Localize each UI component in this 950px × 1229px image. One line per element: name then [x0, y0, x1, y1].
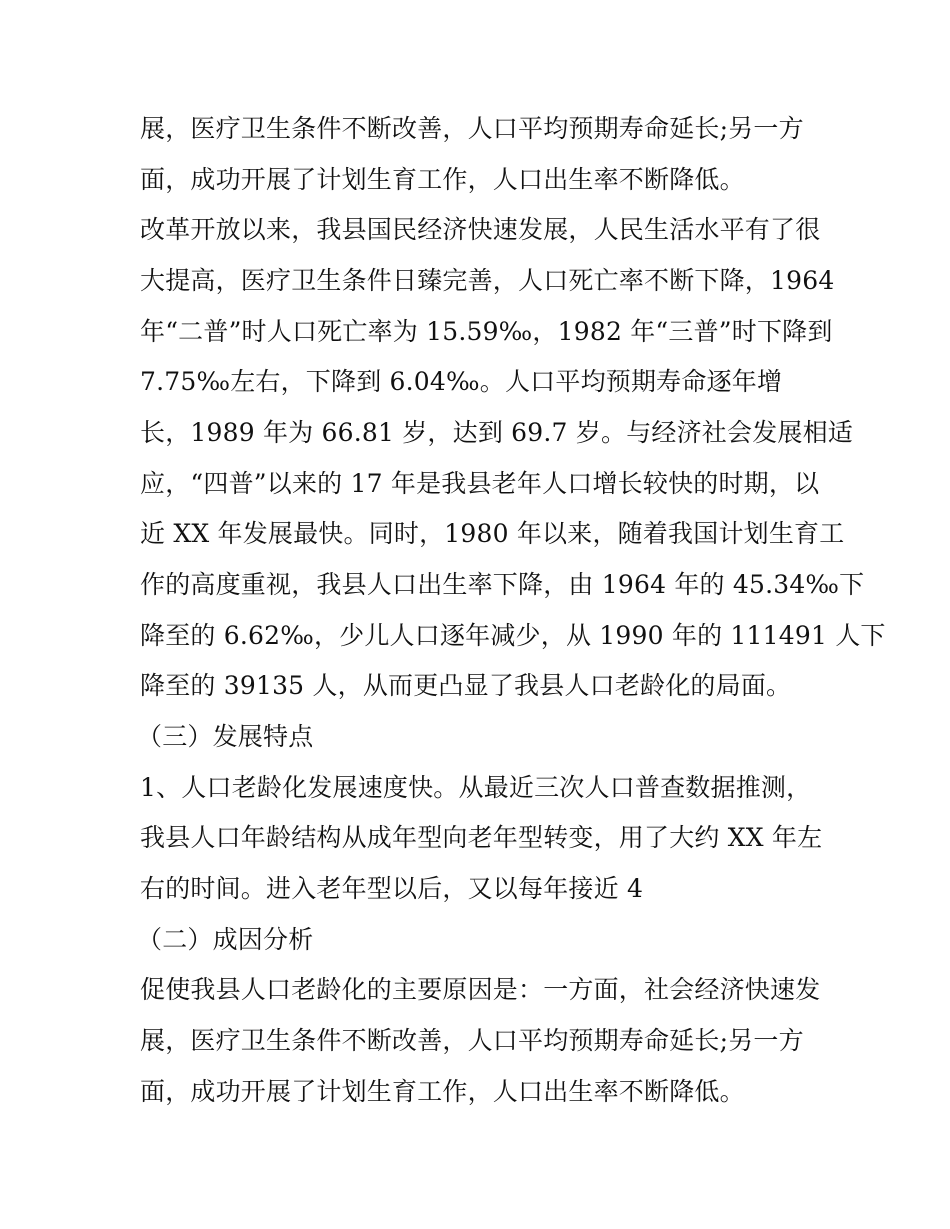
text-line: 促使我县人口老龄化的主要原因是：一方面，社会经济快速发 — [140, 975, 821, 1004]
text-line: 展，医疗卫生条件不断改善，人口平均预期寿命延长;另一方 — [140, 114, 804, 143]
text-line: 近 XX 年发展最快。同时，1980 年以来，随着我国计划生育工 — [140, 519, 845, 548]
text-line: 面，成功开展了计划生育工作，人口出生率不断降低。 — [140, 1077, 745, 1106]
text-line: 我县人口年龄结构从成年型向老年型转变，用了大约 XX 年左 — [140, 823, 823, 852]
text-line: 降至的 6.62‰，少儿人口逐年减少，从 1990 年的 111491 人下 — [140, 621, 886, 650]
text-line: 展，医疗卫生条件不断改善，人口平均预期寿命延长;另一方 — [140, 1026, 804, 1055]
text-line: 年“二普”时人口死亡率为 15.59‰，1982 年“三普”时下降到 — [140, 317, 833, 346]
text-line: 7.75‰左右，下降到 6.04‰。人口平均预期寿命逐年增 — [140, 367, 783, 396]
text-line: 作的高度重视，我县人口出生率下降，由 1964 年的 45.34‰下 — [140, 570, 865, 599]
text-line: 右的时间。进入老年型以后，又以每年接近 4 — [140, 874, 644, 903]
text-line: 改革开放以来，我县国民经济快速发展，人民生活水平有了很 — [140, 215, 821, 244]
text-line: 应，“四普”以来的 17 年是我县老年人口增长较快的时期，以 — [140, 469, 820, 498]
section-heading: （二）成因分析 — [137, 925, 314, 954]
section-heading: （三）发展特点 — [137, 722, 314, 751]
text-line: 长，1989 年为 66.81 岁，达到 69.7 岁。与经济社会发展相适 — [140, 418, 853, 447]
text-line: 降至的 39135 人，从而更凸显了我县人口老龄化的局面。 — [140, 671, 792, 700]
text-line: 大提高，医疗卫生条件日臻完善，人口死亡率不断下降，1964 — [140, 266, 835, 295]
text-line: 1、人口老龄化发展速度快。从最近三次人口普查数据推测， — [140, 773, 812, 802]
text-line: 面，成功开展了计划生育工作，人口出生率不断降低。 — [140, 165, 745, 194]
